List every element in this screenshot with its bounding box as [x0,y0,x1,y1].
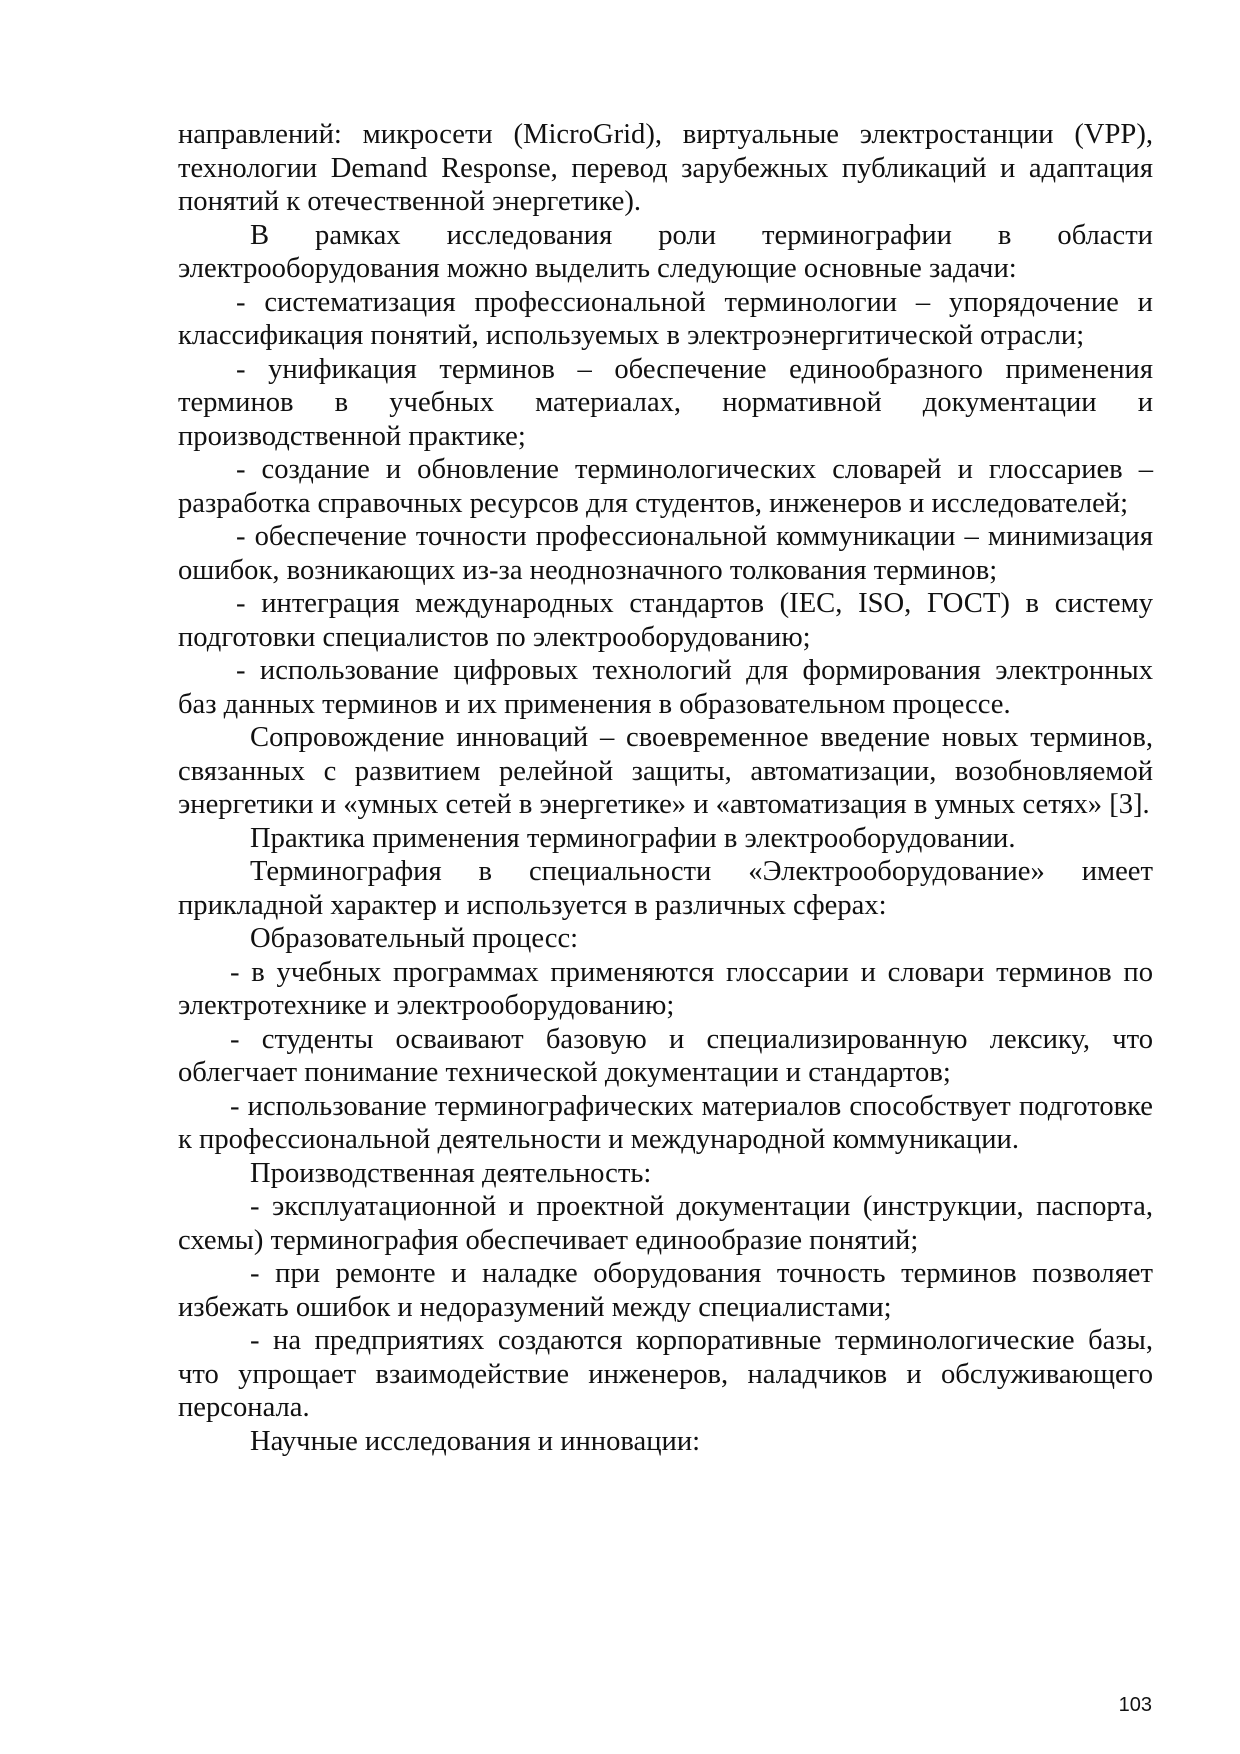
paragraph-applied-character: Терминография в специальности «Электрооборудование» имеет прикладной характер и используется в различных сферах: [178,856,1153,921]
subheading-education: Образовательный процесс: [250,923,579,954]
body-text [178,118,1153,1458]
list-item-documentation: - эксплуатационной и проектной документации (инструкции, паспорта, схемы) терминография обеспечивает единообразие понятий; [178,1191,1153,1256]
paragraph-intro-continuation: направлений: микросети (MicroGrid), виртуальные электростанции (VPP), технологии Demand Response, перевод зарубежных публикаций и адаптация понятий к отечественной энергетике). [178,119,1153,217]
subheading-research: Научные исследования и инновации: [250,1425,701,1457]
list-item-unification: - унификация терминов – обеспечение единообразного применения терминов в учебных материалах, нормативной документации и производственной практике; [178,353,1153,452]
paragraph-innovations-support: Сопровождение инноваций – своевременное введение новых терминов, связанных с развитием релейной защиты, автоматизации, возобновляемой энергетики и «умных сетей в энергетике» и «автоматизация в умных сетях» [3]. [178,722,1153,820]
section-heading-practice: Практика применения терминографии в электрооборудовании. [250,822,1016,854]
subheading-production: Производственная деятельность: [250,1157,652,1189]
list-item-glossaries: - в учебных программах применяются глоссарии и словари терминов по электротехнике и электрооборудованию; [178,956,1153,1021]
list-item-communication-accuracy: - обеспечение точности профессиональной коммуникации – минимизация ошибок, возникающих из-за неоднозначного толкования терминов; [178,521,1153,586]
list-item-dictionaries: - создание и обновление терминологических словарей и глоссариев – разработка справочных ресурсов для студентов, инженеров и исследователей; [178,454,1153,519]
list-item-students-vocabulary: - студенты осваивают базовую и специализированную лексику, что облегчает понимание технической документации и стандартов; [178,1023,1153,1088]
list-item-corporate-bases: - на предприятиях создаются корпоративные терминологические базы, что упрощает взаимодействие инженеров, наладчиков и обслуживающего персонала. [178,1325,1153,1423]
paragraph-tasks-intro: В рамках исследования роли терминографии в области электрооборудования можно выделить следующие основные задачи: [178,219,1153,284]
list-item-systematization: - систематизация профессиональной терминологии – упорядочение и классификация понятий, используемых в электроэнергитической отрасли; [178,286,1153,351]
list-item-professional-preparation: - использование терминографических материалов способствует подготовке к профессиональной деятельности и международной коммуникации. [178,1090,1153,1155]
page-number: 103 [1118,1694,1152,1716]
list-item-standards-integration: - интеграция международных стандартов (IEC, ISO, ГОСТ) в систему подготовки специалистов по электрооборудованию; [178,588,1153,653]
list-item-digital-technologies: - использование цифровых технологий для формирования электронных баз данных терминов и их применения в образовательном процессе. [178,655,1153,720]
list-item-repair-accuracy: - при ремонте и наладке оборудования точность терминов позволяет избежать ошибок и недоразумений между специалистами; [178,1258,1153,1323]
